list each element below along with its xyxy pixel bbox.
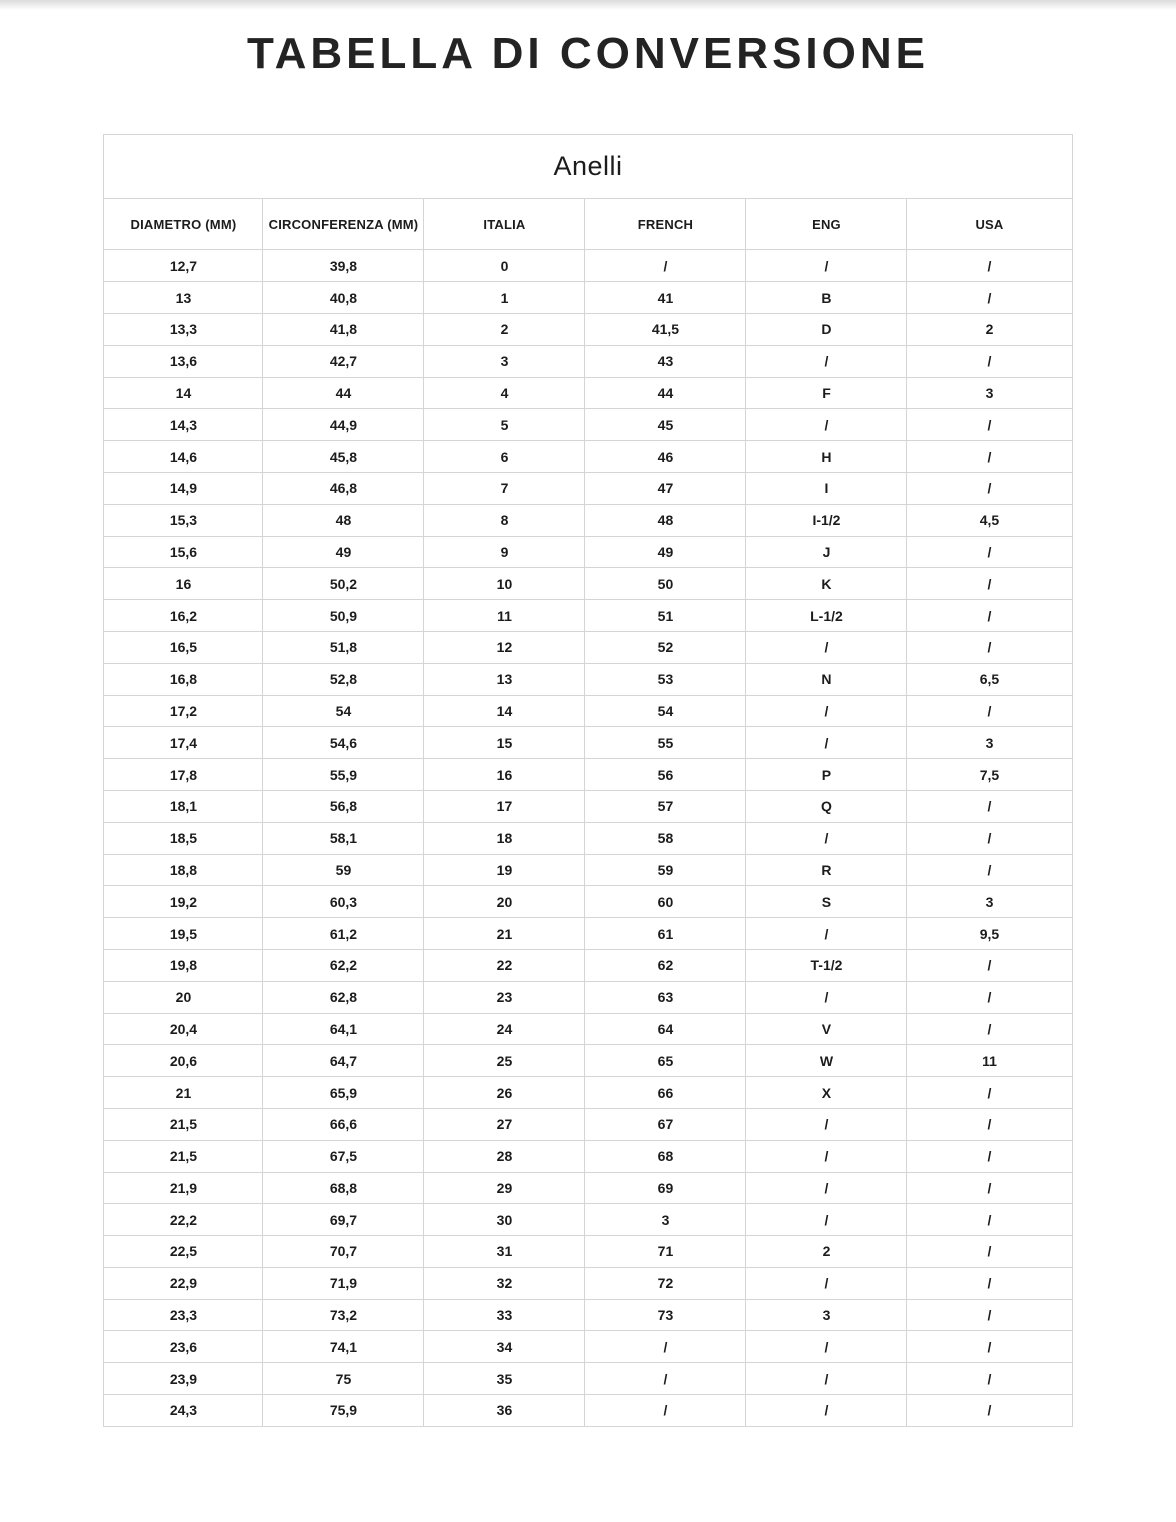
table-cell: / <box>585 250 746 282</box>
table-cell: 36 <box>424 1395 585 1427</box>
table-cell: 60 <box>585 886 746 918</box>
table-row <box>104 790 1072 822</box>
table-row <box>104 472 1072 504</box>
table-cell: 74,1 <box>263 1331 424 1363</box>
table-row <box>104 1331 1072 1363</box>
table-cell: / <box>907 1108 1072 1140</box>
table-cell: 6 <box>424 441 585 473</box>
table-header-row <box>104 199 1072 250</box>
table-row <box>104 313 1072 345</box>
table-cell: / <box>585 1363 746 1395</box>
table-cell: 54 <box>263 695 424 727</box>
table-cell: 49 <box>585 536 746 568</box>
table-cell: 66,6 <box>263 1108 424 1140</box>
table-cell: 22,5 <box>104 1236 263 1268</box>
table-cell: / <box>907 822 1072 854</box>
table-cell: / <box>907 536 1072 568</box>
table-cell: 18,8 <box>104 854 263 886</box>
table-cell: / <box>746 918 907 950</box>
table-cell: 20 <box>104 981 263 1013</box>
table-row <box>104 1077 1072 1109</box>
table-cell: / <box>746 1331 907 1363</box>
table-cell: 68,8 <box>263 1172 424 1204</box>
table-cell: 21 <box>424 918 585 950</box>
table-body <box>104 250 1072 1426</box>
table-cell: 4 <box>424 377 585 409</box>
table-cell: 40,8 <box>263 282 424 314</box>
table-cell: / <box>746 727 907 759</box>
table-cell: 64 <box>585 1013 746 1045</box>
table-cell: 48 <box>263 504 424 536</box>
table-cell: / <box>907 600 1072 632</box>
table-cell: F <box>746 377 907 409</box>
table-cell: 19,2 <box>104 886 263 918</box>
table-cell: 22,2 <box>104 1204 263 1236</box>
table-cell: 24,3 <box>104 1395 263 1427</box>
table-cell: 45,8 <box>263 441 424 473</box>
table-cell: L-1/2 <box>746 600 907 632</box>
table-cell: 2 <box>907 313 1072 345</box>
table-cell: / <box>746 1172 907 1204</box>
table-row <box>104 695 1072 727</box>
table-row <box>104 1363 1072 1395</box>
table-cell: V <box>746 1013 907 1045</box>
table-cell: 14,6 <box>104 441 263 473</box>
table-cell: 3 <box>585 1204 746 1236</box>
table-cell: / <box>746 1108 907 1140</box>
table-cell: 12 <box>424 631 585 663</box>
table-cell: 69,7 <box>263 1204 424 1236</box>
table-cell: 23,6 <box>104 1331 263 1363</box>
table-cell: K <box>746 568 907 600</box>
table-cell: / <box>746 345 907 377</box>
table-cell: 0 <box>424 250 585 282</box>
table-cell: 39,8 <box>263 250 424 282</box>
table-cell: 20,4 <box>104 1013 263 1045</box>
table-row <box>104 1395 1072 1427</box>
table-row <box>104 345 1072 377</box>
table-caption: Anelli <box>104 135 1072 199</box>
table-cell: 35 <box>424 1363 585 1395</box>
table-cell: 17,4 <box>104 727 263 759</box>
table-cell: 61,2 <box>263 918 424 950</box>
table-cell: 32 <box>424 1267 585 1299</box>
table-cell: 13,6 <box>104 345 263 377</box>
table-cell: / <box>907 1299 1072 1331</box>
table-row <box>104 409 1072 441</box>
table-row <box>104 981 1072 1013</box>
table-cell: X <box>746 1077 907 1109</box>
table-cell: 23 <box>424 981 585 1013</box>
column-header: USA <box>907 199 1072 250</box>
table-cell: / <box>907 472 1072 504</box>
table-cell: 19,8 <box>104 949 263 981</box>
table-row <box>104 600 1072 632</box>
table-cell: 54 <box>585 695 746 727</box>
table-cell: 31 <box>424 1236 585 1268</box>
table-cell: 28 <box>424 1140 585 1172</box>
table-cell: 6,5 <box>907 663 1072 695</box>
table-cell: 43 <box>585 345 746 377</box>
table-cell: 53 <box>585 663 746 695</box>
table-cell: 50,2 <box>263 568 424 600</box>
table-cell: 63 <box>585 981 746 1013</box>
table-cell: 22 <box>424 949 585 981</box>
table-cell: B <box>746 282 907 314</box>
table-caption-row <box>104 135 1072 199</box>
table-cell: 15 <box>424 727 585 759</box>
table-cell: / <box>746 981 907 1013</box>
table-cell: 46,8 <box>263 472 424 504</box>
table-cell: 44,9 <box>263 409 424 441</box>
table-cell: / <box>907 1172 1072 1204</box>
table-cell: 30 <box>424 1204 585 1236</box>
table-cell: D <box>746 313 907 345</box>
table-cell: 2 <box>424 313 585 345</box>
table-row <box>104 886 1072 918</box>
table-row <box>104 250 1072 282</box>
table-cell: 59 <box>585 854 746 886</box>
table-row <box>104 536 1072 568</box>
table-cell: / <box>585 1395 746 1427</box>
table-cell: 16,2 <box>104 600 263 632</box>
table-cell: 21,5 <box>104 1108 263 1140</box>
table-cell: 58 <box>585 822 746 854</box>
table-cell: 7 <box>424 472 585 504</box>
table-cell: 4,5 <box>907 504 1072 536</box>
table-cell: 2 <box>746 1236 907 1268</box>
table-cell: 16,8 <box>104 663 263 695</box>
table-cell: 29 <box>424 1172 585 1204</box>
table-cell: 52 <box>585 631 746 663</box>
table-cell: 62,2 <box>263 949 424 981</box>
table-cell: / <box>907 631 1072 663</box>
table-cell: W <box>746 1045 907 1077</box>
table-cell: 11 <box>424 600 585 632</box>
table-cell: 67 <box>585 1108 746 1140</box>
table-cell: 65 <box>585 1045 746 1077</box>
table-cell: 3 <box>907 886 1072 918</box>
table-row <box>104 949 1072 981</box>
table-cell: 14,3 <box>104 409 263 441</box>
table-cell: / <box>907 1204 1072 1236</box>
table-row <box>104 1204 1072 1236</box>
table-row <box>104 663 1072 695</box>
table-cell: H <box>746 441 907 473</box>
table-cell: 65,9 <box>263 1077 424 1109</box>
table-cell: N <box>746 663 907 695</box>
table-cell: 33 <box>424 1299 585 1331</box>
table-row <box>104 1236 1072 1268</box>
table-cell: S <box>746 886 907 918</box>
table-cell: 51 <box>585 600 746 632</box>
table-cell: / <box>746 822 907 854</box>
table-cell: 13 <box>104 282 263 314</box>
table-cell: 14,9 <box>104 472 263 504</box>
table-cell: 44 <box>263 377 424 409</box>
table-cell: / <box>907 1363 1072 1395</box>
table-cell: 3 <box>907 727 1072 759</box>
table-cell: 41,5 <box>585 313 746 345</box>
table-cell: 75 <box>263 1363 424 1395</box>
table-cell: 71 <box>585 1236 746 1268</box>
table-cell: / <box>746 1204 907 1236</box>
table-row <box>104 282 1072 314</box>
table-cell: 70,7 <box>263 1236 424 1268</box>
conversion-table <box>103 134 1072 1426</box>
table-cell: 21 <box>104 1077 263 1109</box>
table-cell: 62 <box>585 949 746 981</box>
table-cell: 15,6 <box>104 536 263 568</box>
table-cell: 5 <box>424 409 585 441</box>
table-row <box>104 759 1072 791</box>
table-row <box>104 568 1072 600</box>
table-row <box>104 918 1072 950</box>
table-cell: 50 <box>585 568 746 600</box>
table-row <box>104 1013 1072 1045</box>
table-row <box>104 441 1072 473</box>
table-cell: / <box>746 250 907 282</box>
table-cell: 22,9 <box>104 1267 263 1299</box>
table-cell: Q <box>746 790 907 822</box>
table-cell: 24 <box>424 1013 585 1045</box>
table-cell: / <box>907 1013 1072 1045</box>
top-shadow <box>0 0 1176 10</box>
table-cell: 20 <box>424 886 585 918</box>
table-cell: / <box>907 345 1072 377</box>
table-cell: 16 <box>424 759 585 791</box>
table-cell: / <box>907 409 1072 441</box>
table-cell: 47 <box>585 472 746 504</box>
table-cell: 3 <box>746 1299 907 1331</box>
table-cell: / <box>746 1363 907 1395</box>
column-header: ENG <box>746 199 907 250</box>
table-cell: 3 <box>424 345 585 377</box>
table-cell: 17,8 <box>104 759 263 791</box>
table-cell: 23,9 <box>104 1363 263 1395</box>
table-cell: R <box>746 854 907 886</box>
table-cell: 64,7 <box>263 1045 424 1077</box>
table-cell: / <box>907 1395 1072 1427</box>
table-cell: 25 <box>424 1045 585 1077</box>
table-cell: / <box>907 1077 1072 1109</box>
table-row <box>104 1172 1072 1204</box>
table-cell: 12,7 <box>104 250 263 282</box>
table-cell: 64,1 <box>263 1013 424 1045</box>
table-cell: / <box>746 1395 907 1427</box>
table-cell: I-1/2 <box>746 504 907 536</box>
table-cell: 16 <box>104 568 263 600</box>
table-cell: 10 <box>424 568 585 600</box>
table-cell: / <box>907 1140 1072 1172</box>
table-cell: / <box>907 282 1072 314</box>
table-row <box>104 504 1072 536</box>
table-cell: / <box>746 1267 907 1299</box>
table-cell: / <box>907 854 1072 886</box>
table-cell: 16,5 <box>104 631 263 663</box>
table-cell: 52,8 <box>263 663 424 695</box>
table-cell: / <box>907 1236 1072 1268</box>
column-header: CIRCONFERENZA (MM) <box>263 199 424 250</box>
table-cell: 67,5 <box>263 1140 424 1172</box>
table-cell: 18 <box>424 822 585 854</box>
table-row <box>104 377 1072 409</box>
table-cell: 18,1 <box>104 790 263 822</box>
table-row <box>104 1108 1072 1140</box>
table-cell: 72 <box>585 1267 746 1299</box>
table-cell: 11 <box>907 1045 1072 1077</box>
table-cell: 48 <box>585 504 746 536</box>
column-header: DIAMETRO (MM) <box>104 199 263 250</box>
page-title: TABELLA DI CONVERSIONE <box>246 29 930 78</box>
table-cell: 71,9 <box>263 1267 424 1299</box>
table-row <box>104 854 1072 886</box>
column-header: ITALIA <box>424 199 585 250</box>
table-cell: 19,5 <box>104 918 263 950</box>
table-cell: / <box>907 441 1072 473</box>
table-cell: 56,8 <box>263 790 424 822</box>
table-cell: 50,9 <box>263 600 424 632</box>
table-cell: 55,9 <box>263 759 424 791</box>
table-cell: I <box>746 472 907 504</box>
table-cell: 9,5 <box>907 918 1072 950</box>
table-row <box>104 1299 1072 1331</box>
table-cell: 55 <box>585 727 746 759</box>
table-cell: 44 <box>585 377 746 409</box>
table-cell: 7,5 <box>907 759 1072 791</box>
column-header: FRENCH <box>585 199 746 250</box>
table-cell: 8 <box>424 504 585 536</box>
table-row <box>104 1045 1072 1077</box>
table-row <box>104 631 1072 663</box>
table-row <box>104 822 1072 854</box>
table-cell: P <box>746 759 907 791</box>
table-cell: 13,3 <box>104 313 263 345</box>
table-cell: 57 <box>585 790 746 822</box>
table-cell: 20,6 <box>104 1045 263 1077</box>
table-cell: 1 <box>424 282 585 314</box>
table-cell: 73 <box>585 1299 746 1331</box>
table-cell: 21,9 <box>104 1172 263 1204</box>
table-cell: 69 <box>585 1172 746 1204</box>
table-cell: 18,5 <box>104 822 263 854</box>
table-cell: 59 <box>263 854 424 886</box>
table-cell: / <box>746 631 907 663</box>
table-cell: / <box>746 695 907 727</box>
table-cell: / <box>907 790 1072 822</box>
table-cell: / <box>907 949 1072 981</box>
table-cell: / <box>907 250 1072 282</box>
table-cell: 60,3 <box>263 886 424 918</box>
table-cell: 75,9 <box>263 1395 424 1427</box>
table-cell: / <box>907 1267 1072 1299</box>
table-cell: / <box>907 981 1072 1013</box>
table-cell: 41 <box>585 282 746 314</box>
table-cell: 41,8 <box>263 313 424 345</box>
table-cell: 17,2 <box>104 695 263 727</box>
table-cell: 61 <box>585 918 746 950</box>
table-cell: / <box>907 1331 1072 1363</box>
table-cell: 56 <box>585 759 746 791</box>
table-cell: 14 <box>104 377 263 409</box>
table-cell: 26 <box>424 1077 585 1109</box>
table-cell: 13 <box>424 663 585 695</box>
table-cell: 45 <box>585 409 746 441</box>
table-cell: 73,2 <box>263 1299 424 1331</box>
table-cell: 62,8 <box>263 981 424 1013</box>
table-cell: 17 <box>424 790 585 822</box>
table-cell: / <box>746 409 907 441</box>
table-cell: / <box>907 568 1072 600</box>
table-cell: / <box>907 695 1072 727</box>
table-cell: 9 <box>424 536 585 568</box>
table-cell: / <box>585 1331 746 1363</box>
table-cell: J <box>746 536 907 568</box>
table-cell: 34 <box>424 1331 585 1363</box>
table-row <box>104 727 1072 759</box>
table-cell: 21,5 <box>104 1140 263 1172</box>
table-row <box>104 1140 1072 1172</box>
table-cell: T-1/2 <box>746 949 907 981</box>
table-cell: 66 <box>585 1077 746 1109</box>
table-cell: 58,1 <box>263 822 424 854</box>
table-cell: 68 <box>585 1140 746 1172</box>
table-cell: 46 <box>585 441 746 473</box>
table-cell: 51,8 <box>263 631 424 663</box>
table-cell: 42,7 <box>263 345 424 377</box>
table-cell: 54,6 <box>263 727 424 759</box>
table-cell: 27 <box>424 1108 585 1140</box>
table-cell: 19 <box>424 854 585 886</box>
table-cell: 49 <box>263 536 424 568</box>
table-cell: 23,3 <box>104 1299 263 1331</box>
table-cell: 15,3 <box>104 504 263 536</box>
table-cell: / <box>746 1140 907 1172</box>
table-cell: 3 <box>907 377 1072 409</box>
table-cell: 14 <box>424 695 585 727</box>
table-row <box>104 1267 1072 1299</box>
